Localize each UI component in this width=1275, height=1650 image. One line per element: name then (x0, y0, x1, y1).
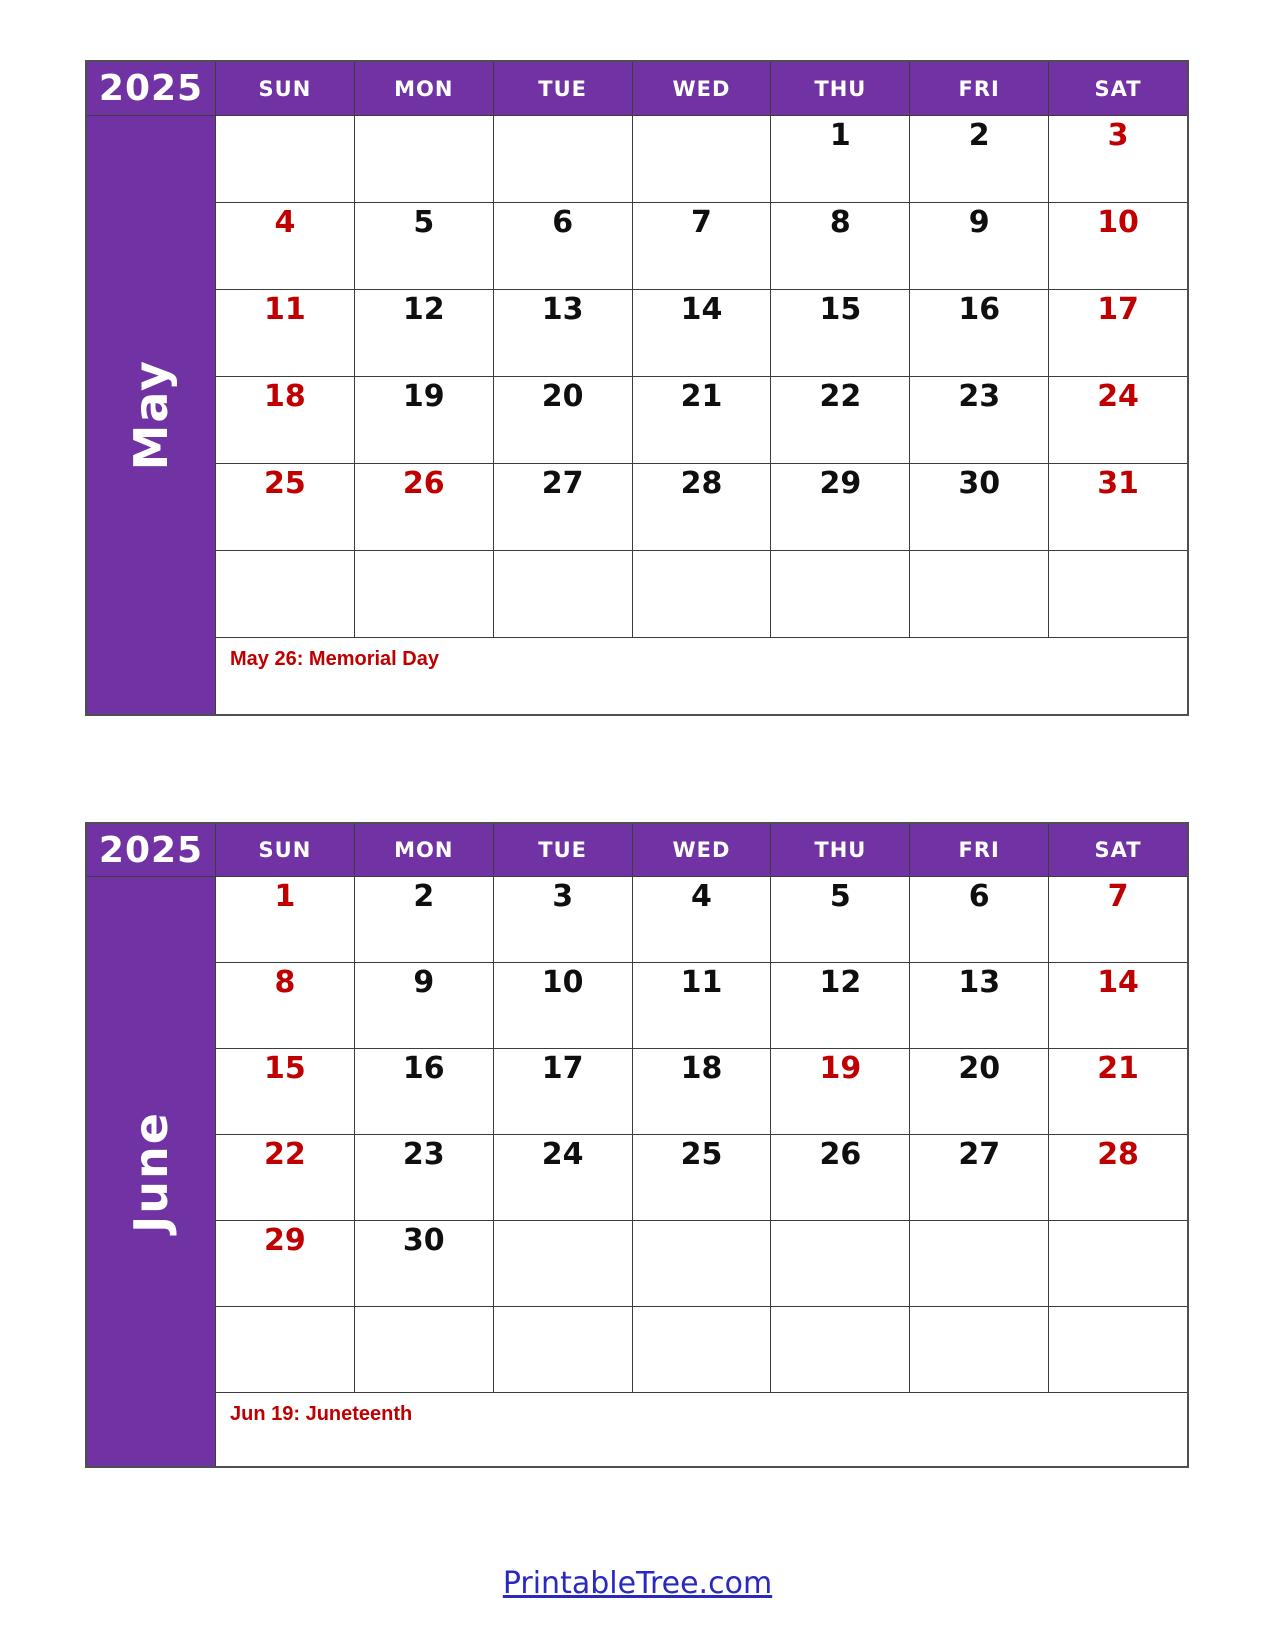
weekday-header: SUN (216, 824, 354, 876)
empty-date-cell (355, 1307, 493, 1392)
date-cell: 29 (216, 1221, 354, 1306)
empty-date-cell (494, 116, 632, 202)
date-cell: 27 (494, 464, 632, 550)
date-cell: 14 (633, 290, 771, 376)
date-cell: 29 (771, 464, 909, 550)
empty-date-cell (910, 1221, 1048, 1306)
year-label: 2025 (87, 824, 215, 876)
date-cell: 19 (355, 377, 493, 463)
empty-date-cell (771, 1221, 909, 1306)
date-cell: 28 (633, 464, 771, 550)
date-cell: 27 (910, 1135, 1048, 1220)
weekday-header: SAT (1049, 824, 1187, 876)
weekday-header: WED (633, 62, 771, 115)
date-cell: 21 (633, 377, 771, 463)
date-cell: 14 (1049, 963, 1187, 1048)
date-cell: 17 (1049, 290, 1187, 376)
date-cell: 26 (355, 464, 493, 550)
date-cell: 13 (910, 963, 1048, 1048)
empty-date-cell (910, 551, 1048, 637)
date-cell: 3 (1049, 116, 1187, 202)
weekday-header: FRI (910, 62, 1048, 115)
date-cell: 25 (216, 464, 354, 550)
date-cell: 19 (771, 1049, 909, 1134)
weekday-header: MON (355, 62, 493, 115)
date-cell: 4 (633, 877, 771, 962)
empty-date-cell (771, 1307, 909, 1392)
empty-date-cell (216, 551, 354, 637)
calendar-may (85, 60, 1189, 716)
month-bar (87, 877, 215, 1466)
empty-date-cell (633, 116, 771, 202)
calendar-june (85, 822, 1189, 1468)
date-cell: 11 (633, 963, 771, 1048)
date-cell: 7 (633, 203, 771, 289)
weekday-header: THU (771, 62, 909, 115)
date-cell: 15 (216, 1049, 354, 1134)
date-cell: 17 (494, 1049, 632, 1134)
date-cell: 31 (1049, 464, 1187, 550)
date-cell: 18 (216, 377, 354, 463)
date-cell: 16 (355, 1049, 493, 1134)
date-cell: 6 (910, 877, 1048, 962)
date-cell: 2 (910, 116, 1048, 202)
date-cell: 30 (355, 1221, 493, 1306)
date-cell: 15 (771, 290, 909, 376)
date-cell: 5 (771, 877, 909, 962)
footer-link[interactable]: PrintableTree.com (502, 1566, 773, 1601)
weekday-header: WED (633, 824, 771, 876)
empty-date-cell (633, 1307, 771, 1392)
date-cell: 6 (494, 203, 632, 289)
date-cell: 5 (355, 203, 493, 289)
month-label: May (124, 359, 178, 471)
date-cell: 24 (1049, 377, 1187, 463)
date-cell: 10 (494, 963, 632, 1048)
weekday-header: MON (355, 824, 493, 876)
site-footer (0, 1566, 1275, 1601)
empty-date-cell (1049, 1221, 1187, 1306)
empty-date-cell (355, 551, 493, 637)
holiday-note: Jun 19: Juneteenth (216, 1393, 1187, 1466)
weekday-header: TUE (494, 824, 632, 876)
date-cell: 1 (216, 877, 354, 962)
date-cell: 8 (216, 963, 354, 1048)
empty-date-cell (633, 551, 771, 637)
holiday-note: May 26: Memorial Day (216, 638, 1187, 714)
empty-date-cell (216, 1307, 354, 1392)
date-cell: 16 (910, 290, 1048, 376)
date-cell: 23 (355, 1135, 493, 1220)
date-cell: 9 (355, 963, 493, 1048)
empty-date-cell (1049, 551, 1187, 637)
weekday-header: SAT (1049, 62, 1187, 115)
month-label: June (124, 1110, 178, 1233)
date-cell: 12 (355, 290, 493, 376)
date-cell: 2 (355, 877, 493, 962)
date-cell: 4 (216, 203, 354, 289)
empty-date-cell (216, 116, 354, 202)
date-cell: 13 (494, 290, 632, 376)
empty-date-cell (494, 551, 632, 637)
year-label: 2025 (87, 62, 215, 115)
date-cell: 3 (494, 877, 632, 962)
date-cell: 28 (1049, 1135, 1187, 1220)
date-cell: 24 (494, 1135, 632, 1220)
month-bar (87, 116, 215, 714)
date-cell: 7 (1049, 877, 1187, 962)
weekday-header: THU (771, 824, 909, 876)
date-cell: 22 (216, 1135, 354, 1220)
empty-date-cell (1049, 1307, 1187, 1392)
date-cell: 12 (771, 963, 909, 1048)
weekday-header: TUE (494, 62, 632, 115)
date-cell: 11 (216, 290, 354, 376)
date-cell: 10 (1049, 203, 1187, 289)
date-cell: 30 (910, 464, 1048, 550)
empty-date-cell (910, 1307, 1048, 1392)
date-cell: 21 (1049, 1049, 1187, 1134)
empty-date-cell (633, 1221, 771, 1306)
date-cell: 18 (633, 1049, 771, 1134)
date-cell: 20 (910, 1049, 1048, 1134)
weekday-header: SUN (216, 62, 354, 115)
empty-date-cell (494, 1307, 632, 1392)
empty-date-cell (355, 116, 493, 202)
date-cell: 20 (494, 377, 632, 463)
date-cell: 26 (771, 1135, 909, 1220)
date-cell: 9 (910, 203, 1048, 289)
date-cell: 1 (771, 116, 909, 202)
date-cell: 8 (771, 203, 909, 289)
date-cell: 22 (771, 377, 909, 463)
date-cell: 23 (910, 377, 1048, 463)
empty-date-cell (494, 1221, 632, 1306)
weekday-header: FRI (910, 824, 1048, 876)
date-cell: 25 (633, 1135, 771, 1220)
empty-date-cell (771, 551, 909, 637)
